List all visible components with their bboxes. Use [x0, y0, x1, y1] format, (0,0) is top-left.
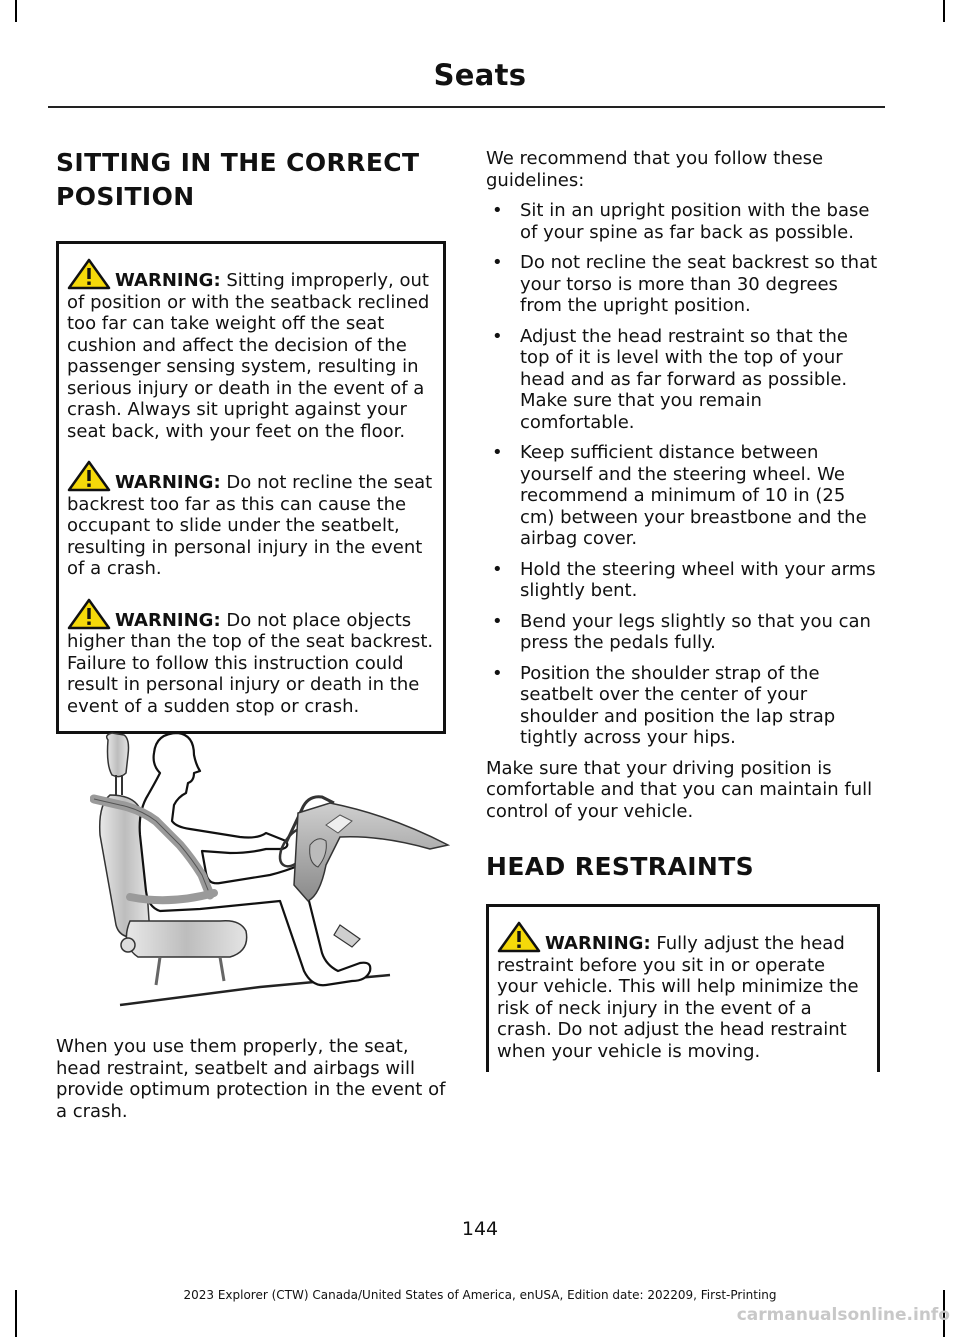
paragraph: We recommend that you follow these guidelines: [486, 148, 824, 191]
list-item-text: Do not recline the seat backrest so that your torso is more than 30 degrees from the upright position. [520, 252, 878, 316]
bullet: • [492, 200, 503, 221]
section-title-line: POSITION [56, 182, 195, 211]
guideline-list [486, 200, 880, 749]
warning-label: WARNING: [115, 609, 221, 631]
warning-triangle-icon [67, 598, 111, 630]
list-item [486, 611, 880, 654]
section-title [56, 146, 446, 214]
warning-item [67, 258, 435, 442]
left-column [56, 146, 446, 734]
page-header-title: Seats [433, 58, 527, 92]
section-title: HEAD RESTRAINTS [486, 852, 755, 881]
list-item [486, 252, 880, 317]
warning-box [56, 241, 446, 734]
bullet: • [492, 558, 503, 580]
left-column-after-figure [56, 1036, 446, 1122]
driver-seating-position-illustration [90, 725, 450, 1020]
warning-triangle-icon [67, 258, 111, 290]
warning-text: Do not recline the seat backrest too far as this can cause the occupant to slide under the seatbelt, resulting in personal injury in the event of a crash. [67, 472, 433, 579]
page-number: 144 [461, 1218, 499, 1240]
list-item [486, 200, 880, 243]
warning-box [486, 904, 880, 1072]
crop-mark [15, 0, 17, 22]
bullet: • [492, 325, 503, 347]
bullet: • [492, 252, 503, 273]
bullet: • [492, 662, 503, 684]
list-item-text: Sit in an upright position with the base of your spine as far back as possible. [520, 200, 870, 243]
crop-mark [943, 0, 945, 22]
list-item [486, 559, 880, 602]
bullet: • [492, 610, 503, 632]
list-item-text: Position the shoulder strap of the seatbelt over the center of your shoulder and position the lap strap tightly across your hips. [520, 662, 836, 748]
warning-text: Sitting improperly, out of position or with the seatback reclined too far can take weight off the seat cushion and affect the decision of the passenger sensing system, resulting in serious injury or death in the event of a crash. Always sit upright against your seat back, with your feet on the floor. [67, 270, 430, 442]
warning-text: Do not place objects higher than the top of the seat backrest. Failure to follow this instruction could result in personal injury or death in the event of a sudden stop or crash. [67, 609, 434, 717]
warning-triangle-icon [67, 460, 111, 492]
bullet: • [492, 442, 503, 463]
warning-item [497, 921, 869, 1062]
footer-edition-note: 2023 Explorer (CTW) Canada/United States of America, enUSA, Edition date: 202209, First-Printing [183, 1288, 777, 1302]
right-column [486, 146, 880, 1072]
paragraph: When you use them properly, the seat, head restraint, seatbelt and airbags will provide optimum protection in the event of a crash. [56, 1036, 446, 1122]
warning-item [67, 460, 435, 580]
section-title-line: SITTING IN THE CORRECT [56, 148, 420, 177]
list-item-text: Hold the steering wheel with your arms slightly bent. [520, 558, 876, 601]
list-item [486, 326, 880, 434]
warning-label: WARNING: [545, 933, 651, 954]
warning-label: WARNING: [115, 472, 221, 493]
list-item [486, 663, 880, 749]
list-item-text: Bend your legs slightly so that you can press the pedals fully. [520, 610, 871, 653]
list-item-text: Adjust the head restraint so that the top of it is level with the top of your head and as far forward as possible. Make sure that you remain comfortable. [520, 325, 848, 433]
warning-item [67, 598, 435, 718]
list-item-text: Keep sufficient distance between yourself and the steering wheel. We recommend a minimum of 10 in (25 cm) between your breastbone and the airbag cover. [520, 442, 867, 549]
header-divider [48, 106, 885, 108]
warning-label: WARNING: [115, 270, 221, 291]
paragraph: Make sure that your driving position is comfortable and that you can maintain full control of your vehicle. [486, 757, 873, 822]
warning-text: Fully adjust the head restraint before you sit in or operate your vehicle. This will help minimize the risk of neck injury in the event of a crash. Do not adjust the head restraint when your vehicle is moving. [497, 933, 859, 1062]
warning-triangle-icon [497, 921, 541, 953]
watermark: carmanualsonline.info [736, 1305, 950, 1325]
list-item [486, 442, 880, 550]
